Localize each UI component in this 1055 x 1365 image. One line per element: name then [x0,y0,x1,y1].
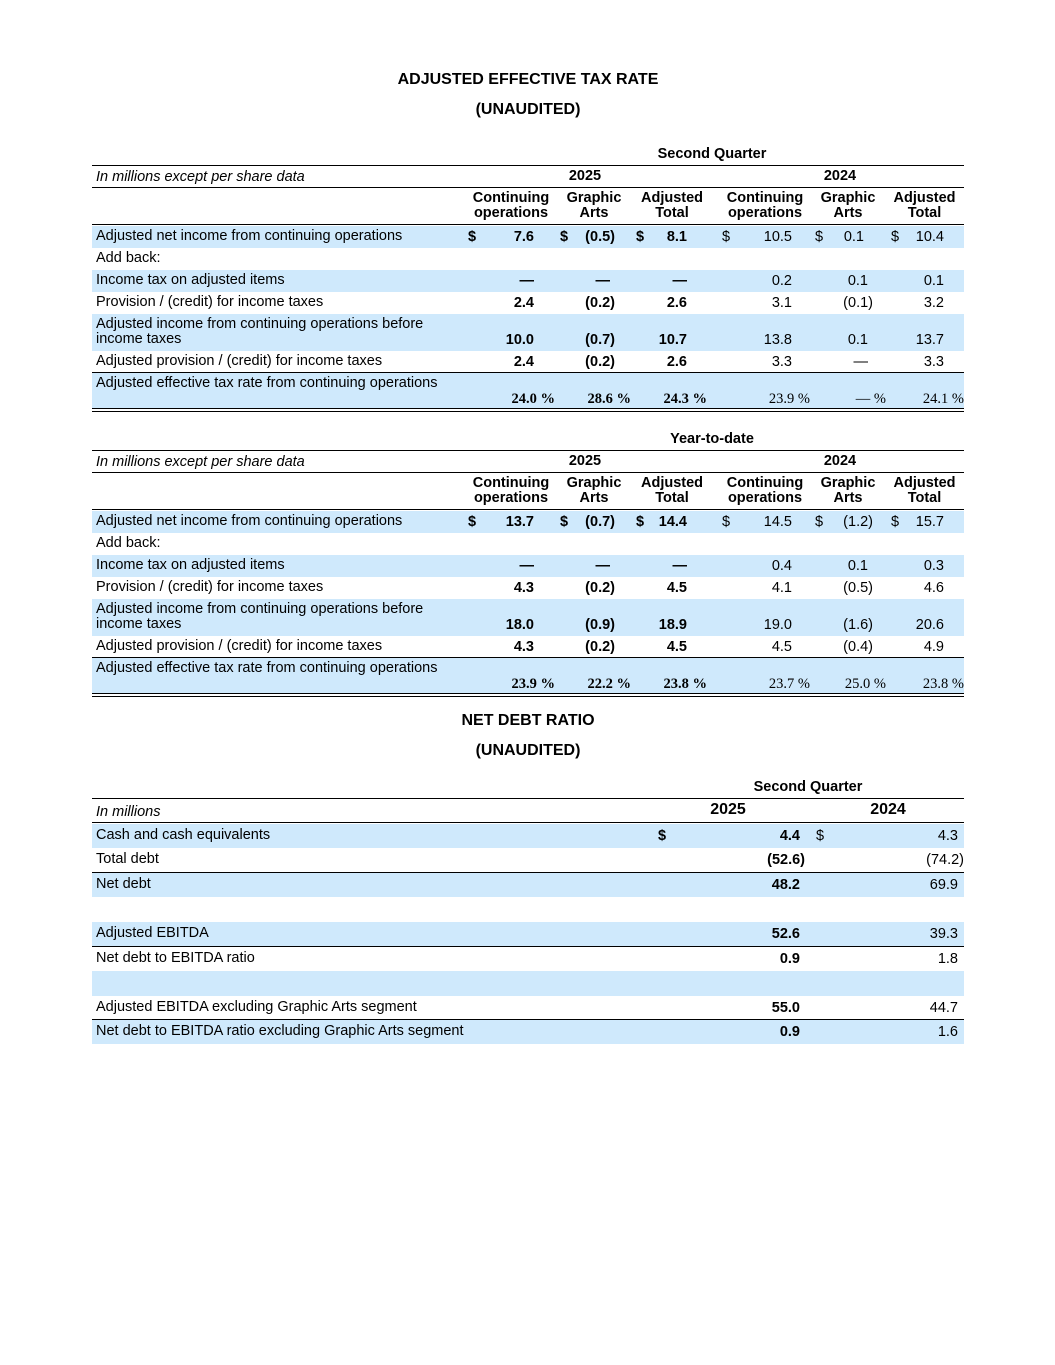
table-row [92,947,964,971]
year-2025-header: 2025 [710,801,746,818]
year-2024-header: 2024 [823,168,857,184]
table-row [92,848,964,872]
year-2025-header: 2025 [568,168,602,184]
table-row [92,226,964,248]
value-cell: 48.2 [771,877,800,893]
table-row [92,292,964,314]
value-cell: 23.9 % [768,391,810,407]
currency-symbol: $ [658,828,667,844]
year-2025-header: 2025 [568,453,602,469]
value-cell: 13.7 [915,332,944,348]
value-cell: 13.8 [763,332,792,348]
row-label: Adjusted net income from continuing operations [96,513,403,529]
value-cell: — [672,273,687,289]
row-label: Adjusted EBITDA [96,925,209,941]
currency-symbol: $ [560,514,569,530]
col-header-continuing-2024: Continuing operations [726,475,804,506]
row-label: Provision / (credit) for income taxes [96,294,324,310]
currency-symbol: $ [815,229,824,245]
value-cell: 0.3 [923,558,944,574]
row-label: Net debt to EBITDA ratio excluding Graphic Arts segment [96,1023,464,1039]
row-label: Income tax on adjusted items [96,272,285,288]
table-row [92,248,964,270]
value-cell: 23.7 % [768,676,810,692]
table-row [92,555,964,577]
col-header-graphic-2024: Graphic Arts [820,475,876,506]
table-row [92,873,964,897]
value-cell: 2.6 [666,295,687,311]
value-cell: 18.9 [658,617,687,633]
currency-symbol: $ [636,229,645,245]
value-cell: (0.1) [843,295,873,311]
row-label: Income tax on adjusted items [96,557,285,573]
col-header-continuing-2025: Continuing operations [472,190,550,221]
table-row [92,351,964,373]
currency-symbol: $ [468,229,477,245]
value-cell: 3.1 [771,295,792,311]
table-row [92,314,964,351]
table-row [92,996,964,1020]
value-cell: 25.0 % [844,676,886,692]
units-label: In millions except per share data [96,169,305,185]
divider [92,822,964,823]
value-cell: 8.1 [666,229,687,245]
value-cell: 4.3 [513,580,534,596]
value-cell: (0.5) [585,229,615,245]
value-cell: 4.4 [779,828,800,844]
currency-symbol: $ [468,514,477,530]
value-cell: 0.1 [847,273,868,289]
col-header-adjusted-2025: Adjusted Total [640,475,704,506]
value-cell: (52.6) [767,852,805,868]
col-header-adjusted-2024: Adjusted Total [893,190,956,221]
value-cell: 13.7 [505,514,534,530]
value-cell: 1.6 [937,1024,958,1040]
value-cell: 23.8 % [663,676,707,692]
value-cell: — [672,558,687,574]
table-row [92,824,964,848]
value-cell: 4.5 [666,580,687,596]
currency-symbol: $ [722,514,731,530]
value-cell: 0.9 [779,1024,800,1040]
value-cell: 4.3 [937,828,958,844]
value-cell: 0.2 [771,273,792,289]
row-label: Adjusted provision / (credit) for income taxes [96,353,383,369]
period-label: Second Quarter [657,146,767,162]
value-cell: (0.7) [585,332,615,348]
col-header-graphic-2025: Graphic Arts [566,475,622,506]
value-cell: 2.4 [513,295,534,311]
currency-symbol: $ [815,514,824,530]
divider [92,472,964,473]
value-cell: 0.1 [847,332,868,348]
value-cell: (0.7) [585,514,615,530]
value-cell: 4.6 [923,580,944,596]
table-row-spacer [92,971,964,996]
value-cell: (0.2) [585,295,615,311]
value-cell: 0.1 [843,229,864,245]
value-cell: — [595,558,610,574]
col-header-continuing-2025: Continuing operations [472,475,550,506]
table-row [92,1020,964,1044]
value-cell: — [595,273,610,289]
table-row [92,533,964,555]
value-cell: 10.5 [763,229,792,245]
divider [92,165,964,166]
row-label: Adjusted income from continuing operations before income taxes [96,601,424,632]
value-cell: 4.1 [771,580,792,596]
year-2024-header: 2024 [870,801,906,818]
table-row [92,599,964,636]
value-cell: 2.6 [666,354,687,370]
col-header-continuing-2024: Continuing operations [726,190,804,221]
table-row [92,511,964,533]
value-cell: 24.1 % [922,391,964,407]
value-cell: (0.2) [585,354,615,370]
table-row [92,922,964,946]
value-cell: — [519,558,534,574]
divider [92,509,964,510]
value-cell: 23.9 % [511,676,555,692]
value-cell: 10.0 [505,332,534,348]
row-label: Adjusted effective tax rate from continuing operations [96,375,438,391]
units-label: In millions [96,804,161,820]
value-cell: 0.1 [847,558,868,574]
tax-rate-subtitle: (UNAUDITED) [475,101,581,118]
row-label: Adjusted effective tax rate from continuing operations [96,660,438,676]
row-label: Total debt [96,851,159,867]
value-cell: (0.2) [585,639,615,655]
row-label: Adjusted EBITDA excluding Graphic Arts segment [96,999,417,1015]
value-cell: 22.2 % [587,676,631,692]
value-cell: 14.5 [763,514,792,530]
table-row [92,373,964,409]
value-cell: (1.6) [843,617,873,633]
value-cell: 3.2 [923,295,944,311]
divider [92,224,964,225]
value-cell: 10.7 [658,332,687,348]
value-cell: (0.5) [843,580,873,596]
value-cell: (74.2) [926,852,964,868]
value-cell: 7.6 [513,229,534,245]
value-cell: 4.3 [513,639,534,655]
value-cell: 44.7 [929,1000,958,1016]
table-row-spacer [92,897,964,922]
row-label: Add back: [96,535,161,551]
divider [92,450,964,451]
row-label: Adjusted income from continuing operations before income taxes [96,316,424,347]
value-cell: 20.6 [915,617,944,633]
value-cell: — [853,354,868,370]
value-cell: (0.4) [843,639,873,655]
divider [92,187,964,188]
units-label: In millions except per share data [96,454,305,470]
value-cell: — % [855,391,886,407]
value-cell: (0.2) [585,580,615,596]
value-cell: 15.7 [915,514,944,530]
value-cell: 3.3 [771,354,792,370]
net-debt-title: NET DEBT RATIO [461,712,595,729]
value-cell: 4.5 [666,639,687,655]
value-cell: 52.6 [771,926,800,942]
value-cell: 14.4 [658,514,687,530]
row-label: Add back: [96,250,161,266]
row-label: Net debt to EBITDA ratio [96,950,255,966]
net-debt-subtitle: (UNAUDITED) [475,742,581,759]
value-cell: 0.9 [779,951,800,967]
value-cell: 10.4 [915,229,944,245]
col-header-graphic-2024: Graphic Arts [820,190,876,221]
value-cell: 39.3 [929,926,958,942]
row-label: Net debt [96,876,151,892]
period-label: Second Quarter [753,779,863,795]
value-cell: 4.5 [771,639,792,655]
col-header-adjusted-2025: Adjusted Total [640,190,704,221]
value-cell: 69.9 [929,877,958,893]
currency-symbol: $ [891,229,900,245]
value-cell: 24.0 % [511,391,555,407]
value-cell: 23.8 % [922,676,964,692]
row-label: Provision / (credit) for income taxes [96,579,324,595]
row-label: Adjusted net income from continuing operations [96,228,403,244]
table-row [92,577,964,599]
currency-symbol: $ [891,514,900,530]
value-cell: 1.8 [937,951,958,967]
value-cell: 2.4 [513,354,534,370]
divider [92,798,964,799]
year-2024-header: 2024 [823,453,857,469]
value-cell: (1.2) [843,514,873,530]
currency-symbol: $ [816,828,825,844]
double-rule [92,408,964,412]
table-row [92,270,964,292]
table-row [92,658,964,694]
value-cell: 4.9 [923,639,944,655]
currency-symbol: $ [560,229,569,245]
value-cell: 24.3 % [663,391,707,407]
double-rule [92,693,964,697]
tax-rate-title: ADJUSTED EFFECTIVE TAX RATE [397,71,659,88]
value-cell: 18.0 [505,617,534,633]
value-cell: 0.4 [771,558,792,574]
value-cell: — [519,273,534,289]
col-header-graphic-2025: Graphic Arts [566,190,622,221]
value-cell: 28.6 % [587,391,631,407]
value-cell: 55.0 [771,1000,800,1016]
value-cell: 19.0 [763,617,792,633]
col-header-adjusted-2024: Adjusted Total [893,475,956,506]
row-label: Cash and cash equivalents [96,827,271,843]
value-cell: 3.3 [923,354,944,370]
period-label: Year-to-date [670,431,754,447]
row-label: Adjusted provision / (credit) for income taxes [96,638,383,654]
value-cell: (0.9) [585,617,615,633]
value-cell: 0.1 [923,273,944,289]
table-row [92,636,964,658]
currency-symbol: $ [636,514,645,530]
currency-symbol: $ [722,229,731,245]
